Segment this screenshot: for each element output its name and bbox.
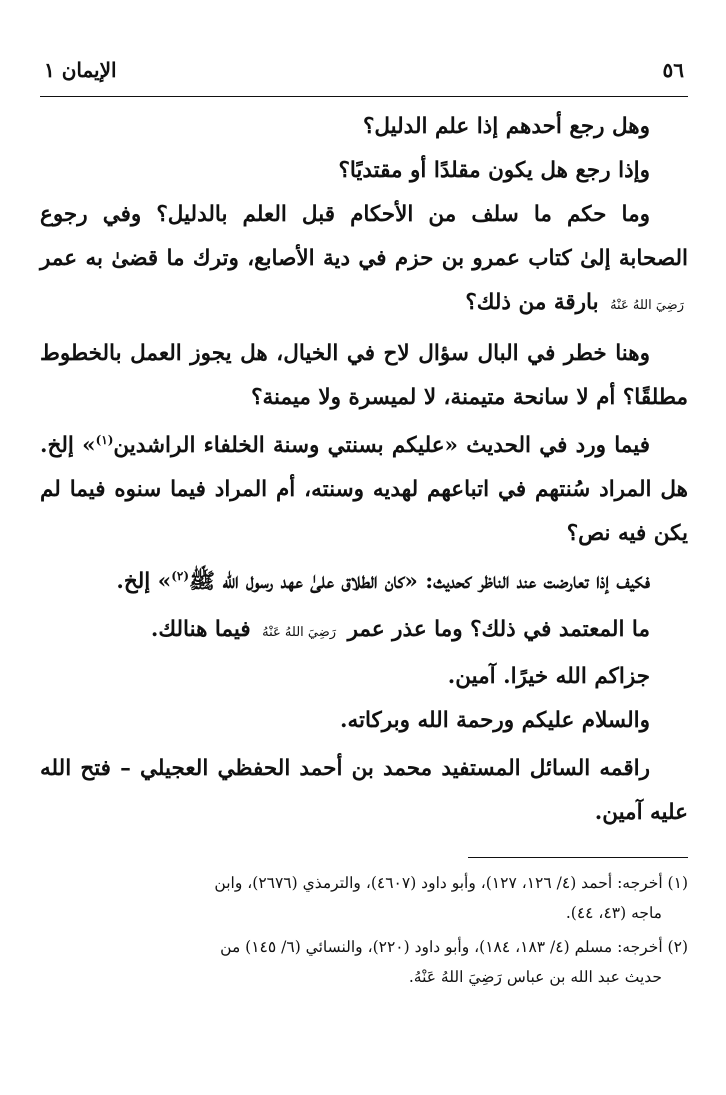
footnote-text: (١) أخرجه: أحمد (٤/ ١٢٦، ١٢٧)، وأبو داود (٤٦٠٧)، والترمذي (٢٦٧٦)، وابن bbox=[214, 874, 688, 892]
paragraph-text: وإذا رجع هل يكون مقلدًا أو مقتديًا؟ bbox=[338, 158, 650, 183]
paragraph-8 bbox=[40, 655, 688, 699]
footnote-2 bbox=[40, 932, 688, 992]
page-header bbox=[40, 58, 688, 90]
paragraph-text: وهنا خطر في البال سؤال لاح في الخيال، هل يجوز العمل بالخطوط مطلقًا؟ أم لا سانحة متيمنة، لا لميسرة ولا ميمنة؟ bbox=[40, 341, 688, 410]
paragraph-3 bbox=[40, 193, 688, 328]
honorific-mark: رَضِيَ اللهُ عَنْهُ bbox=[610, 298, 684, 313]
footnote-ref-2: (٢) bbox=[171, 568, 190, 583]
paragraph-text: بارقة من ذلك؟ bbox=[465, 290, 599, 315]
body-text bbox=[40, 105, 688, 835]
footnote-rule bbox=[468, 857, 688, 858]
footnotes bbox=[40, 868, 688, 992]
paragraph-text: وهل رجع أحدهم إذا علم الدليل؟ bbox=[362, 114, 650, 139]
paragraph-4 bbox=[40, 332, 688, 420]
header-rule bbox=[40, 96, 688, 97]
honorific-mark: رَضِيَ اللهُ عَنْهُ bbox=[262, 625, 337, 640]
paragraph-text: فكيف إذا تعارضت عند الناظر كحديث: «كان الطلاق علىٰ عهد رسول الله ﷺ bbox=[189, 569, 650, 594]
paragraph-text: جزاكم الله خيرًا. آمين. bbox=[447, 664, 650, 689]
footnote-text: ماجه (٤٣، ٤٤). bbox=[565, 904, 662, 922]
paragraph-text: راقمه السائل المستفيد محمد بن أحمد الحفظي العجيلي – فتح الله عليه آمين. bbox=[40, 756, 688, 825]
footnote-text: حديث عبد الله بن عباس رَضِيَ اللهُ عَنْهُ. bbox=[408, 968, 662, 986]
book-page bbox=[40, 58, 688, 996]
book-title: الإيمان ١ bbox=[44, 58, 117, 82]
paragraph-text: ما المعتمد في ذلك؟ وما عذر عمر bbox=[347, 617, 650, 642]
footnote-ref-1: (١) bbox=[95, 432, 114, 447]
paragraph-5 bbox=[40, 424, 688, 556]
footnote-1 bbox=[40, 868, 688, 928]
page-number: ٥٦ bbox=[662, 58, 684, 82]
paragraph-text: وما حكم ما سلف من الأحكام قبل العلم بالدليل؟ وفي رجوع الصحابة إلىٰ كتاب عمرو بن حزم في دية الأصابع، وترك ما قضىٰ به عمر bbox=[40, 202, 688, 271]
paragraph-text: » إلخ. bbox=[116, 569, 172, 594]
paragraph-text: » إلخ. هل المراد سُنتهم في اتباعهم لهديه وسنته، أم المراد فيما سنوه فيما لم يكن فيه نص؟ bbox=[40, 433, 688, 546]
paragraph-6 bbox=[40, 560, 688, 604]
paragraph-2 bbox=[40, 149, 688, 193]
paragraph-9 bbox=[40, 699, 688, 743]
paragraph-text: فيما ورد في الحديث «عليكم بسنتي وسنة الخلفاء الراشدين bbox=[113, 433, 651, 458]
paragraph-10 bbox=[40, 747, 688, 835]
paragraph-text: والسلام عليكم ورحمة الله وبركاته. bbox=[340, 708, 650, 733]
paragraph-7 bbox=[40, 608, 688, 655]
paragraph-text: فيما هنالك. bbox=[150, 617, 251, 642]
footnote-text: (٢) أخرجه: مسلم (٤/ ١٨٣، ١٨٤)، وأبو داود (٢٢٠)، والنسائي (٦/ ١٤٥) من bbox=[220, 938, 688, 956]
paragraph-1 bbox=[40, 105, 688, 149]
